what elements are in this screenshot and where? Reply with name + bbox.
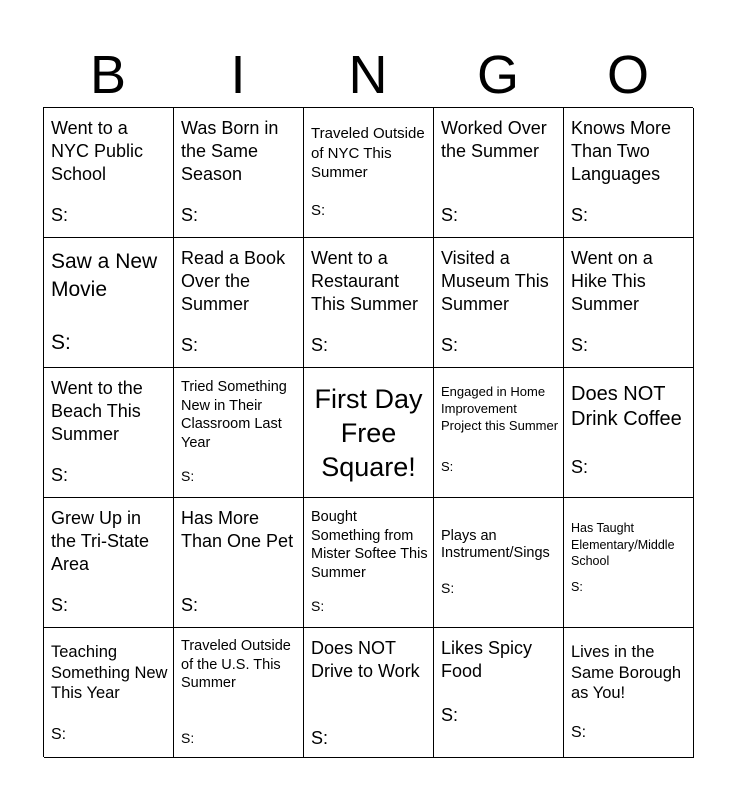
bingo-square[interactable] bbox=[564, 238, 694, 368]
bingo-square[interactable] bbox=[434, 628, 564, 758]
signature-label: S: bbox=[181, 730, 195, 746]
signature-label: S: bbox=[441, 580, 455, 596]
bingo-square[interactable] bbox=[304, 238, 434, 368]
bingo-square[interactable] bbox=[174, 108, 304, 238]
signature-label: S: bbox=[571, 724, 587, 741]
square-text: Engaged in Home Improvement Project this Summer bbox=[441, 384, 559, 433]
signature-label: S: bbox=[51, 465, 69, 485]
signature-label: S: bbox=[181, 468, 195, 484]
signature-label: S: bbox=[571, 457, 589, 477]
bingo-square[interactable] bbox=[304, 628, 434, 758]
signature-label: S: bbox=[441, 459, 454, 474]
bingo-square[interactable] bbox=[564, 368, 694, 498]
signature-label: S: bbox=[51, 205, 69, 225]
square-text: Does NOT Drink Coffee bbox=[571, 383, 682, 430]
square-text: Went to the Beach This Summer bbox=[51, 378, 143, 444]
bingo-square[interactable] bbox=[44, 368, 174, 498]
square-text: Traveled Outside of the U.S. This Summer bbox=[181, 638, 291, 691]
signature-label: S: bbox=[571, 335, 589, 355]
bingo-card bbox=[43, 107, 693, 757]
free-square-text: First Day Free Square! bbox=[314, 384, 423, 482]
signature-label: S: bbox=[181, 595, 199, 615]
square-text: Traveled Outside of NYC This Summer bbox=[311, 125, 425, 181]
bingo-square[interactable] bbox=[564, 628, 694, 758]
bingo-square[interactable] bbox=[44, 238, 174, 368]
square-text: Was Born in the Same Season bbox=[181, 118, 279, 184]
bingo-square[interactable] bbox=[44, 628, 174, 758]
bingo-square[interactable] bbox=[174, 368, 304, 498]
bingo-header bbox=[43, 44, 693, 106]
bingo-square[interactable] bbox=[44, 108, 174, 238]
square-text: Teaching Something New This Year bbox=[51, 643, 168, 702]
signature-label: S: bbox=[51, 331, 71, 354]
signature-label: S: bbox=[181, 335, 199, 355]
square-text: Bought Something from Mister Softee This Summer bbox=[311, 509, 428, 581]
header-letter-i: I bbox=[230, 45, 246, 105]
signature-label: S: bbox=[441, 705, 459, 725]
bingo-square[interactable] bbox=[434, 238, 564, 368]
square-text: Visited a Museum This Summer bbox=[441, 248, 549, 314]
square-text: Worked Over the Summer bbox=[441, 118, 547, 161]
square-text: Went to a NYC Public School bbox=[51, 118, 144, 184]
bingo-square[interactable] bbox=[174, 628, 304, 758]
signature-label: S: bbox=[441, 335, 459, 355]
signature-label: S: bbox=[571, 205, 589, 225]
signature-label: S: bbox=[311, 335, 329, 355]
header-letter-b: B bbox=[89, 45, 127, 105]
signature-label: S: bbox=[51, 726, 67, 743]
header-letter-n: N bbox=[348, 45, 388, 105]
square-text: Has More Than One Pet bbox=[181, 508, 294, 551]
signature-label: S: bbox=[441, 205, 459, 225]
bingo-square[interactable] bbox=[174, 238, 304, 368]
square-text: Saw a New Movie bbox=[51, 250, 158, 301]
signature-label: S: bbox=[311, 598, 325, 614]
signature-label: S: bbox=[51, 595, 69, 615]
square-text: Tried Something New in Their Classroom Last Year bbox=[181, 379, 287, 451]
signature-label: S: bbox=[311, 728, 329, 748]
bingo-square[interactable] bbox=[434, 108, 564, 238]
bingo-square[interactable] bbox=[174, 498, 304, 628]
signature-label: S: bbox=[311, 202, 326, 219]
bingo-square[interactable] bbox=[44, 498, 174, 628]
square-text: Read a Book Over the Summer bbox=[181, 248, 286, 314]
square-text: Knows More Than Two Languages bbox=[571, 118, 672, 184]
bingo-square[interactable] bbox=[564, 108, 694, 238]
header-letter-o: O bbox=[606, 45, 649, 105]
bingo-square[interactable] bbox=[304, 498, 434, 628]
bingo-square[interactable] bbox=[304, 108, 434, 238]
square-text: Does NOT Drive to Work bbox=[311, 638, 420, 681]
bingo-square[interactable] bbox=[434, 498, 564, 628]
square-text: Went on a Hike This Summer bbox=[571, 248, 653, 314]
bingo-square[interactable] bbox=[434, 368, 564, 498]
free-square[interactable] bbox=[304, 368, 434, 498]
header-letter-g: G bbox=[476, 45, 519, 105]
signature-label: S: bbox=[571, 580, 583, 594]
square-text: Lives in the Same Borough as You! bbox=[571, 643, 682, 702]
square-text: Plays an Instrument/Sings bbox=[441, 528, 550, 561]
square-text: Went to a Restaurant This Summer bbox=[311, 248, 419, 314]
square-text: Likes Spicy Food bbox=[441, 638, 533, 681]
signature-label: S: bbox=[181, 205, 199, 225]
bingo-square[interactable] bbox=[564, 498, 694, 628]
square-text: Grew Up in the Tri-State Area bbox=[51, 508, 150, 574]
square-text: Has Taught Elementary/Middle School bbox=[571, 521, 675, 568]
